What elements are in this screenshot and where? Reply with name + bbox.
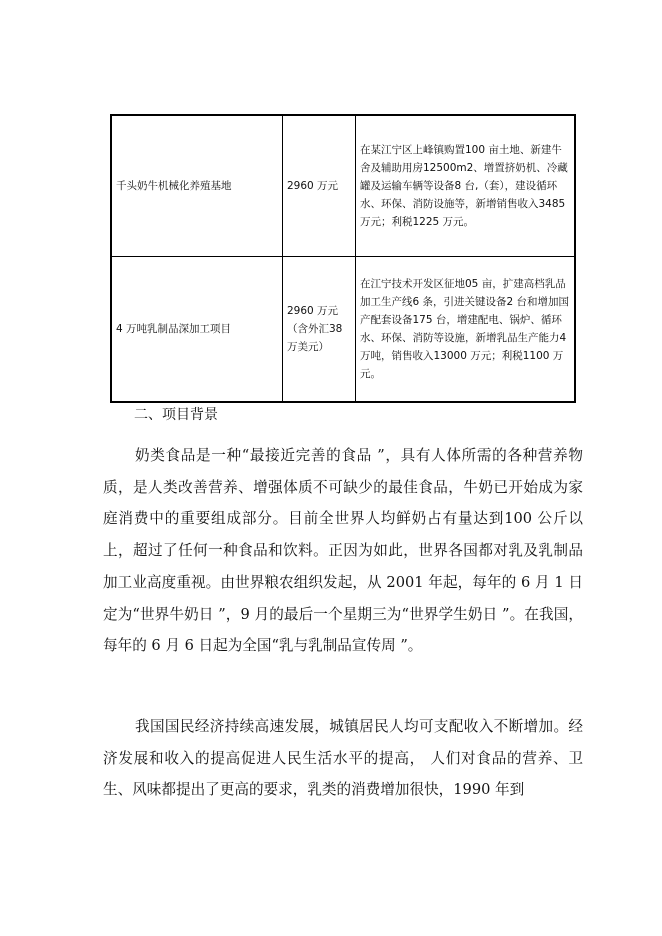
paragraph: 奶类食品是一种“最接近完善的食品 ”，具有人体所需的各种营养物质，是人类改善营养、增强体质不可缺少的最佳食品，牛奶已开始成为家庭消费中的重要组成部分。目前全世界人均鲜奶占有量达到100 公斤以上，超过了任何一种食品和饮料。正因为如此，世界各国都对乳及乳制品加工业高度重视。由世界粮农组织发起，从 2001 年起，每年的 6 月 1 日定为“世界牛奶日 ”，9 月的最后一个星期三为“世界学生奶日 ”。在我国，每年的 6 月 6 日起为全国“乳与乳制品宣传周 ”。 [103, 447, 583, 655]
paragraph: 我国国民经济持续高速发展，城镇居民人均可支配收入不断增加。经济发展和收入的提高促进人民生活水平的提高， 人们对食品的营养、卫生、风味都提出了更高的要求，乳类的消费增加很快，1990 年到 [103, 718, 583, 799]
project-name-cell: 千头奶牛机械化养殖基地 [111, 115, 283, 257]
description-cell: 在江宁技术开发区征地05 亩，扩建高档乳品加工生产线6 条，引进关键设备2 台和增加国产配套设备175 台，增建配电、锅炉、循环水、环保、消防等设施，新增乳品生产能力4 万吨，销售收入13000 万元；利税1100 万元。 [356, 257, 576, 403]
table-row [111, 115, 575, 257]
description-cell: 在某江宁区上峰镇购置100 亩土地、新建牛舍及辅助用房12500m2、增置挤奶机、冷藏罐及运输车辆等设备8 台,（套），建设循环水、环保、消防设施等，新增销售收入3485 万元；利税1225 万元。 [356, 115, 576, 257]
project-table [110, 114, 576, 403]
section-heading: 二、项目背景 [134, 407, 218, 423]
investment-cell: 2960 万元 [283, 115, 356, 257]
project-name-cell: 4 万吨乳制品深加工项目 [111, 257, 283, 403]
investment-cell: 2960 万元（含外汇38 万美元） [283, 257, 356, 403]
table-row [111, 257, 575, 403]
